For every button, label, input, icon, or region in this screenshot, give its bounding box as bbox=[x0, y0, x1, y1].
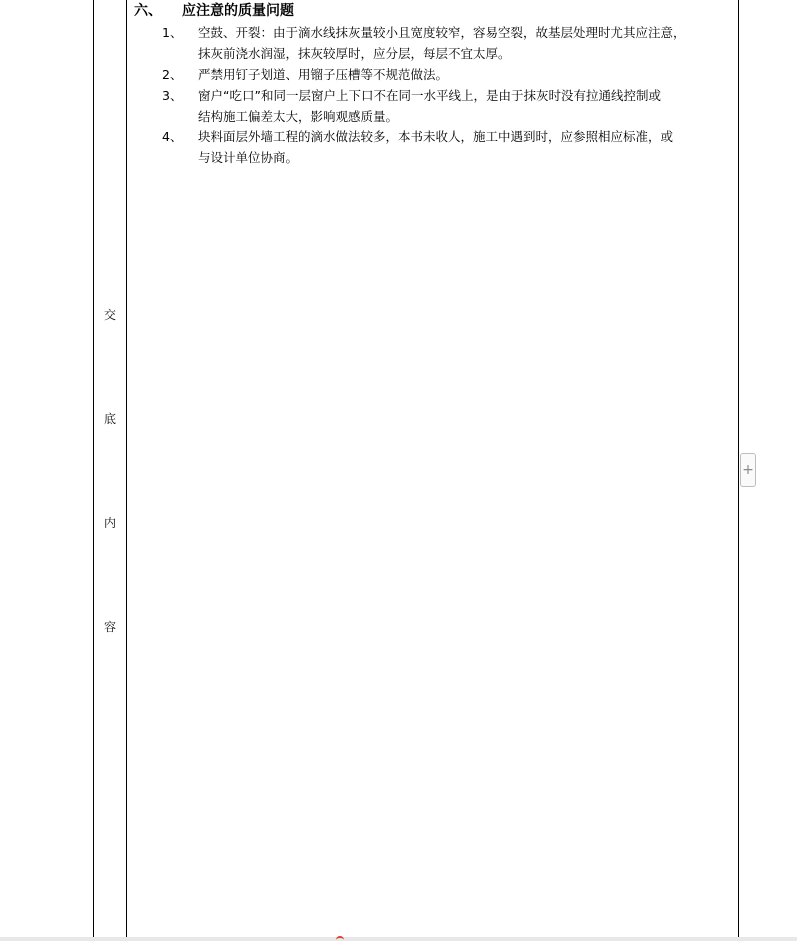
plus-icon: + bbox=[742, 462, 754, 478]
list-item-number: 3、 bbox=[162, 88, 183, 103]
table-border-right bbox=[738, 0, 739, 941]
side-label-char: 底 bbox=[103, 412, 116, 426]
side-label-char: 交 bbox=[103, 308, 116, 322]
list-item-number: 1、 bbox=[162, 25, 183, 40]
list-item-text bbox=[198, 64, 737, 85]
list-item-number: 2、 bbox=[162, 67, 183, 82]
list-item bbox=[162, 64, 737, 85]
list-item-line: 与设计单位协商。 bbox=[198, 150, 299, 165]
add-button[interactable] bbox=[740, 453, 756, 487]
list-item-text bbox=[198, 85, 737, 127]
table-border-column bbox=[126, 0, 127, 941]
section-number: 六、 bbox=[134, 3, 162, 19]
list-item-line: 块料面层外墙工程的滴水做法较多，本书未收人，施工中遇到时，应参照相应标准，或 bbox=[198, 129, 674, 144]
section-heading bbox=[134, 1, 294, 21]
list-item-number: 4、 bbox=[162, 129, 183, 144]
list-item-line: 结构施工偏差太大，影响观感质量。 bbox=[198, 109, 399, 124]
list-item-text bbox=[198, 126, 737, 168]
list-item-line: 严禁用钉子划道、用镏子压槽等不规范做法。 bbox=[198, 67, 449, 82]
list-item bbox=[162, 126, 737, 168]
section-title: 应注意的质量问题 bbox=[182, 3, 294, 19]
side-label-char: 容 bbox=[103, 620, 116, 634]
list-item-text bbox=[198, 22, 737, 64]
list-item-line: 空鼓、开裂：由于滴水线抹灰量较小且宽度较窄，容易空裂，故基层处理时尤其应注意， bbox=[198, 25, 686, 40]
side-label-char: 内 bbox=[103, 516, 116, 530]
list-item bbox=[162, 85, 737, 127]
list-item bbox=[162, 22, 737, 64]
table-border-left bbox=[93, 0, 94, 941]
list-item-line: 抹灰前浇水润湿，抹灰较厚时，应分层，每层不宜太厚。 bbox=[198, 46, 511, 61]
bottom-scroll-strip bbox=[0, 937, 797, 941]
cursor-mark-icon bbox=[336, 936, 344, 942]
list-item-line: 窗户“吃口”和同一层窗户上下口不在同一水平线上，是由于抹灰时没有拉通线控制或 bbox=[198, 88, 661, 103]
